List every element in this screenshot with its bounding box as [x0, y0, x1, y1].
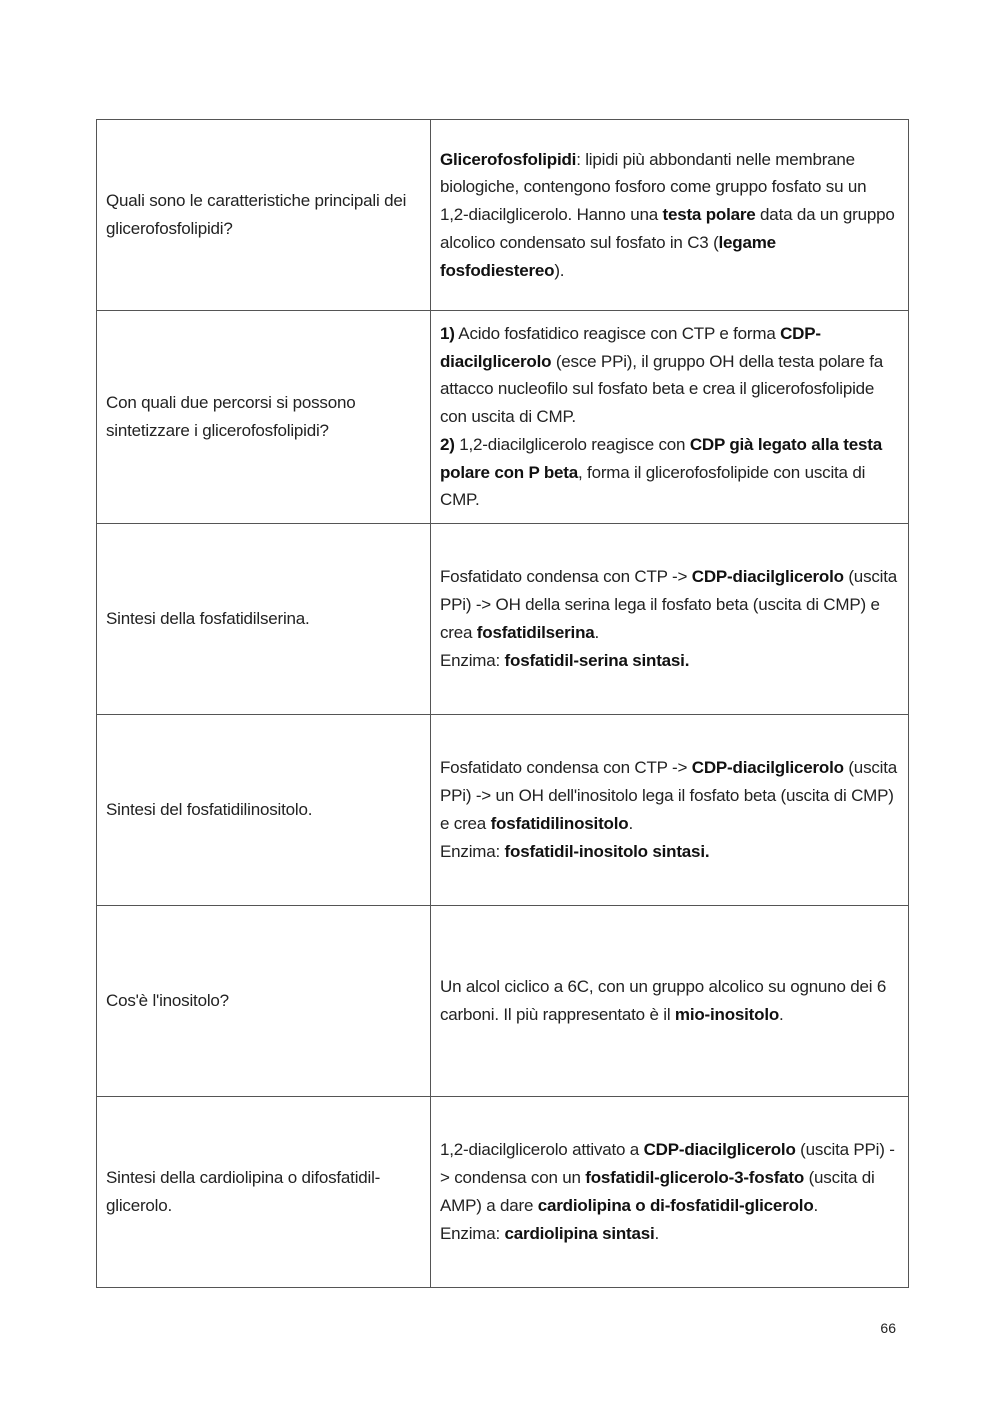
text-run: (esce PPi), il gruppo OH della testa polare fa attacco nucleofilo sul fosfato beta e crea il glicerofosfolipide con uscita di CMP. [440, 351, 884, 427]
text-run: Enzima: [440, 841, 505, 861]
text-run: . [779, 1005, 784, 1024]
bold-text: CDP già legato alla testa polare con P beta [440, 434, 882, 482]
answer-cell [431, 906, 909, 1097]
bold-text: cardiolipina o di-fosfatidil-glicerolo [537, 1196, 814, 1215]
table-row [97, 524, 909, 715]
answer-paragraph [440, 1136, 898, 1219]
question-cell: Cos'è l'inositolo? [97, 906, 431, 1097]
text-run: 1,2-diacilglicerolo reagisce con [454, 434, 690, 454]
answer-paragraph [440, 431, 898, 514]
text-run: (uscita PPi) -> OH della serina lega il fosfato beta (uscita di CMP) e crea [440, 567, 898, 642]
bold-text: legame fosfodiestereo [440, 232, 776, 280]
bold-text: CDP-diacilglicerolo [440, 323, 821, 371]
question-cell: Sintesi della cardiolipina o difosfatidil-glicerolo. [97, 1097, 431, 1288]
text-run: data da un gruppo alcolico condensato sul fosfato in C3 ( [440, 205, 895, 252]
answer-paragraph [440, 563, 898, 646]
text-run: Fosfatidato condensa con CTP -> [440, 758, 692, 778]
question-cell: Sintesi della fosfatidilserina. [97, 524, 431, 715]
bold-text: CDP-diacilglicerolo [691, 567, 844, 587]
bold-text: testa polare [662, 205, 756, 225]
text-run: 1,2-diacilglicerolo attivato a [440, 1140, 644, 1160]
text-run: (uscita PPi) -> condensa con un [440, 1140, 895, 1188]
text-run: Acido fosfatidico reagisce con CTP e forma [454, 323, 781, 343]
table-row [97, 311, 909, 524]
question-cell: Con quali due percorsi si possono sintetizzare i glicerofosfolipidi? [97, 311, 431, 524]
answer-cell [431, 715, 909, 906]
text-run: (uscita di AMP) a dare [440, 1168, 875, 1215]
text-run: , forma il glicerofosfolipide con uscita di CMP. [440, 462, 866, 510]
answer-paragraph [440, 146, 898, 285]
bold-text: cardiolipina sintasi [504, 1223, 655, 1243]
bold-text: mio-inositolo [674, 1005, 780, 1024]
answer-paragraph [440, 1220, 898, 1248]
bold-text: 1) [440, 323, 455, 343]
table-row [97, 906, 909, 1097]
text-run: Enzima: [440, 1223, 505, 1243]
bold-text: fosfatidilinositolo [490, 814, 629, 833]
bold-text: fosfatidilserina [476, 623, 595, 642]
answer-cell [431, 311, 909, 524]
text-run: . [594, 623, 600, 642]
answer-paragraph [440, 647, 898, 675]
table-row [97, 120, 909, 311]
question-cell: Quali sono le caratteristiche principali dei glicerofosfolipidi? [97, 120, 431, 311]
page-number: 66 [880, 1320, 896, 1336]
text-run: : lipidi più abbondanti nelle membrane biologiche, contengono fosforo come gruppo fosfato su un 1,2-diacilglicerolo. Hanno una [440, 149, 867, 225]
table-row [97, 715, 909, 906]
bold-text: fosfatidil-serina sintasi. [504, 650, 690, 670]
answer-paragraph [440, 838, 898, 866]
text-run: . [813, 1196, 819, 1215]
question-answer-table [96, 119, 909, 1288]
bold-text: CDP-diacilglicerolo [691, 758, 844, 778]
answer-cell [431, 1097, 909, 1288]
text-run: Fosfatidato condensa con CTP -> [440, 567, 692, 587]
answer-cell [431, 524, 909, 715]
question-cell: Sintesi del fosfatidilinositolo. [97, 715, 431, 906]
text-run: ). [554, 260, 565, 280]
table-row [97, 1097, 909, 1288]
bold-text: 2) [440, 434, 455, 454]
answer-paragraph [440, 320, 898, 431]
table-body [97, 120, 909, 1288]
bold-text: Glicerofosfolipidi [440, 149, 577, 169]
bold-text: fosfatidil-glicerolo-3-fosfato [585, 1168, 805, 1188]
answer-paragraph [440, 973, 898, 1029]
text-run: . [654, 1223, 660, 1243]
answer-cell [431, 120, 909, 311]
text-run: Enzima: [440, 650, 505, 670]
text-run: (uscita PPi) -> un OH dell'inositolo lega il fosfato beta (uscita di CMP) e crea [440, 758, 898, 833]
answer-paragraph [440, 754, 898, 837]
bold-text: CDP-diacilglicerolo [643, 1140, 796, 1160]
bold-text: fosfatidil-inositolo sintasi. [504, 841, 710, 861]
text-run: . [628, 814, 633, 833]
text-run: Un alcol ciclico a 6C, con un gruppo alcolico su ognuno dei 6 carboni. Il più rappresentato è il [440, 977, 887, 1024]
